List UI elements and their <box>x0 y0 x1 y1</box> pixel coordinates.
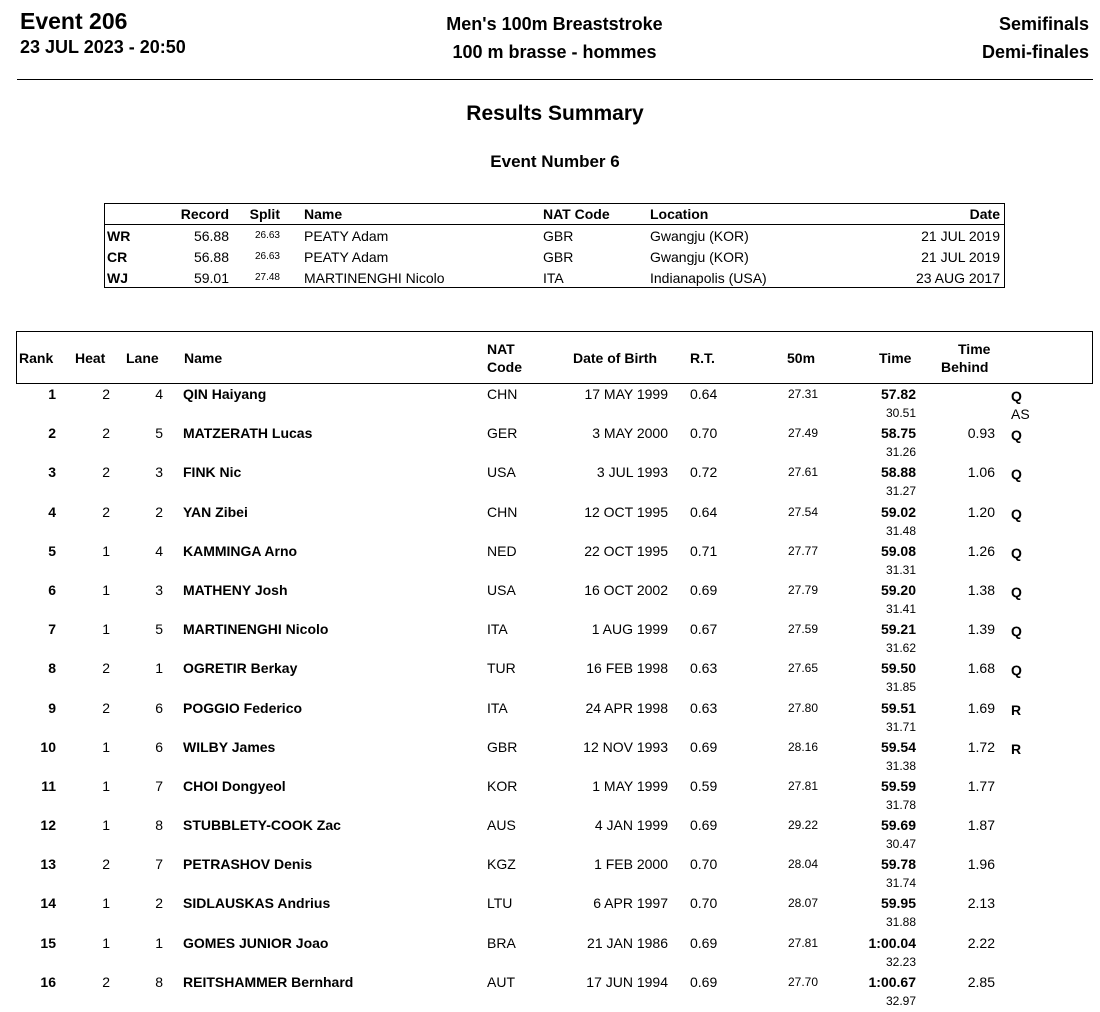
split-100m: 31.27 <box>885 484 916 499</box>
rank-cell: 6 <box>48 581 56 598</box>
records-header-row <box>105 204 1004 225</box>
split-100m: 31.74 <box>885 876 916 891</box>
final-time: 59.59 <box>880 777 916 794</box>
reaction-time: 0.69 <box>690 581 718 598</box>
time-behind: 1.96 <box>967 856 995 873</box>
rank-cell: 2 <box>48 425 56 442</box>
athlete-name: KAMMINGA Arno <box>183 542 298 559</box>
date-of-birth: 21 JAN 1986 <box>587 934 668 951</box>
heat-cell: 1 <box>102 895 110 912</box>
rank-cell: 14 <box>40 895 56 912</box>
time-behind: 2.85 <box>967 973 995 990</box>
heat-cell: 1 <box>102 621 110 638</box>
split-100m: 32.23 <box>885 954 916 969</box>
record-row <box>105 267 1004 288</box>
event-title <box>20 10 1089 66</box>
time-behind: 1.20 <box>967 503 995 520</box>
time-behind: 1.39 <box>967 621 995 638</box>
nat-code: ITA <box>487 699 508 716</box>
athlete-name: PETRASHOV Denis <box>183 856 313 873</box>
table-row <box>0 503 1100 542</box>
col-behind-header-1: Time <box>958 341 991 357</box>
col-50m-header: 50m <box>787 350 816 366</box>
event-datetime: 23 JUL 2023 - 20:50 <box>20 37 186 57</box>
qualification-mark: Q <box>1011 544 1022 561</box>
rank-cell: 12 <box>40 817 56 834</box>
date-of-birth: 3 MAY 2000 <box>592 425 668 442</box>
heat-cell: 1 <box>102 777 110 794</box>
reaction-time: 0.64 <box>690 503 718 520</box>
split-50m: 29.22 <box>787 818 818 833</box>
time-behind: 1.06 <box>967 464 995 481</box>
col-nat-header-2: Code <box>487 359 522 375</box>
rank-cell: 3 <box>48 464 56 481</box>
heat-cell: 1 <box>102 581 110 598</box>
nat-code: AUT <box>487 973 515 990</box>
qualification-mark: Q <box>1011 662 1022 679</box>
reaction-time: 0.70 <box>690 856 718 873</box>
col-name-header: Name <box>184 350 223 366</box>
table-row <box>0 463 1100 502</box>
table-row <box>0 620 1100 659</box>
split-50m: 27.79 <box>787 582 818 597</box>
nat-code: USA <box>487 464 516 481</box>
event-phase <box>982 10 1089 66</box>
split-100m: 31.38 <box>885 758 916 773</box>
heat-cell: 2 <box>102 699 110 716</box>
reaction-time: 0.72 <box>690 464 718 481</box>
date-of-birth: 4 JAN 1999 <box>594 817 668 834</box>
split-50m: 27.31 <box>787 387 818 401</box>
lane-cell: 2 <box>155 503 163 520</box>
heat-cell: 1 <box>102 817 110 834</box>
page-subtitle: Event Number 6 <box>490 152 620 171</box>
qualification-mark: Q <box>1011 427 1022 444</box>
table-row <box>0 385 1100 424</box>
reaction-time: 0.59 <box>690 777 718 794</box>
header-divider <box>17 79 1093 80</box>
record-row <box>105 246 1004 267</box>
nat-code: TUR <box>487 660 516 677</box>
rank-cell: 15 <box>40 934 56 951</box>
event-code: Event 206 <box>20 8 128 34</box>
record-split: 26.63 <box>254 251 280 262</box>
record-nat: ITA <box>543 269 564 286</box>
final-time: 59.54 <box>880 738 916 755</box>
reaction-time: 0.70 <box>690 425 718 442</box>
final-time: 58.75 <box>880 425 916 442</box>
rank-cell: 11 <box>41 777 56 794</box>
qualification-mark: Q <box>1011 583 1022 600</box>
split-50m: 27.77 <box>787 543 818 558</box>
record-date: 23 AUG 2017 <box>915 269 1000 286</box>
split-100m: 31.78 <box>885 797 916 812</box>
col-nat-header-1: NAT <box>487 341 515 357</box>
reaction-time: 0.69 <box>690 973 718 990</box>
lane-cell: 6 <box>155 699 163 716</box>
reaction-time: 0.71 <box>690 542 718 559</box>
record-time: 56.88 <box>193 248 229 265</box>
split-50m: 27.61 <box>787 465 818 480</box>
date-of-birth: 12 OCT 1995 <box>584 503 668 520</box>
nat-code: LTU <box>487 895 513 912</box>
final-time: 59.21 <box>880 621 916 638</box>
records-header-nat: NAT Code <box>543 204 650 225</box>
nat-code: AUS <box>487 817 516 834</box>
reaction-time: 0.63 <box>690 699 718 716</box>
date-of-birth: 1 MAY 1999 <box>592 777 668 794</box>
col-rt-header: R.T. <box>690 350 715 366</box>
lane-cell: 8 <box>155 973 163 990</box>
reaction-time: 0.67 <box>690 621 718 638</box>
record-time: 59.01 <box>193 269 229 286</box>
record-name: PEATY Adam <box>304 227 389 244</box>
final-time: 59.20 <box>880 581 916 598</box>
rank-cell: 16 <box>40 973 56 990</box>
table-row <box>0 855 1100 894</box>
date-of-birth: 1 AUG 1999 <box>591 621 668 638</box>
lane-cell: 1 <box>155 660 163 677</box>
time-behind: 0.93 <box>967 425 995 442</box>
athlete-name: MARTINENGHI Nicolo <box>183 621 329 638</box>
split-50m: 27.80 <box>787 700 818 715</box>
records-header-split: Split <box>229 204 286 225</box>
reaction-time: 0.70 <box>690 895 718 912</box>
split-100m: 31.26 <box>885 445 916 460</box>
nat-code: GBR <box>487 738 518 755</box>
table-row <box>0 581 1100 620</box>
athlete-name: POGGIO Federico <box>183 699 303 716</box>
record-nat: GBR <box>543 227 574 244</box>
rank-cell: 5 <box>48 542 56 559</box>
time-behind: 1.68 <box>967 660 995 677</box>
record-name: MARTINENGHI Nicolo <box>304 269 445 286</box>
rank-cell: 1 <box>48 386 56 402</box>
lane-cell: 4 <box>155 386 163 402</box>
time-behind: 1.77 <box>967 777 995 794</box>
records-header-record: Record <box>145 204 229 225</box>
athlete-name: SIDLAUSKAS Andrius <box>183 895 331 912</box>
event-title-en: Men's 100m Breaststroke <box>446 14 663 34</box>
reaction-time: 0.63 <box>690 660 718 677</box>
split-100m: 31.31 <box>885 562 916 577</box>
table-row <box>0 816 1100 855</box>
col-heat-header: Heat <box>75 350 106 366</box>
split-50m: 27.65 <box>787 661 818 676</box>
final-time: 59.69 <box>880 817 916 834</box>
lane-cell: 5 <box>155 425 163 442</box>
split-100m: 30.51 <box>885 406 916 420</box>
split-100m: 31.85 <box>885 680 916 695</box>
split-50m: 28.16 <box>787 739 818 754</box>
athlete-name: REITSHAMMER Bernhard <box>183 973 354 990</box>
records-table <box>104 203 1005 288</box>
split-100m: 31.48 <box>885 523 916 538</box>
date-of-birth: 16 OCT 2002 <box>584 581 668 598</box>
nat-code: NED <box>487 542 517 559</box>
qualification-mark: Q <box>1011 388 1022 404</box>
time-behind: 1.69 <box>967 699 995 716</box>
qualification-mark: Q <box>1011 505 1022 522</box>
table-row <box>0 542 1100 581</box>
results-header <box>16 331 1093 384</box>
split-50m: 27.49 <box>787 426 818 441</box>
heat-cell: 2 <box>102 425 110 442</box>
final-time: 59.02 <box>880 503 916 520</box>
table-row <box>0 973 1100 1012</box>
rank-cell: 9 <box>48 699 56 716</box>
record-location: Gwangju (KOR) <box>650 227 749 244</box>
athlete-name: QIN Haiyang <box>183 386 267 402</box>
nat-code: USA <box>487 581 516 598</box>
split-100m: 31.62 <box>885 641 916 656</box>
final-time: 59.51 <box>880 699 916 716</box>
page-header <box>20 8 1089 62</box>
reaction-time: 0.69 <box>690 817 718 834</box>
col-behind-header-2: Behind <box>941 359 989 375</box>
lane-cell: 8 <box>155 817 163 834</box>
final-time: 1:00.67 <box>868 973 916 990</box>
time-behind: 1.38 <box>967 581 995 598</box>
table-row <box>0 894 1100 933</box>
table-row <box>0 424 1100 463</box>
final-time: 59.08 <box>880 542 916 559</box>
time-behind: 1.87 <box>967 817 995 834</box>
split-100m: 31.71 <box>885 719 916 734</box>
page-title: Results Summary <box>466 102 644 125</box>
table-row <box>0 934 1100 973</box>
col-rank-header: Rank <box>19 350 54 366</box>
col-time-header: Time <box>879 350 912 366</box>
date-of-birth: 1 FEB 2000 <box>594 856 668 873</box>
record-nat: GBR <box>543 248 574 265</box>
qualification-mark: R <box>1011 740 1022 757</box>
lane-cell: 5 <box>155 621 163 638</box>
athlete-name: WILBY James <box>183 738 276 755</box>
date-of-birth: 16 FEB 1998 <box>586 660 668 677</box>
nat-code: BRA <box>487 934 516 951</box>
record-row <box>105 225 1004 247</box>
table-row <box>0 659 1100 698</box>
phase-en: Semifinals <box>998 14 1089 34</box>
heat-cell: 1 <box>102 934 110 951</box>
records-header-name: Name <box>286 204 543 225</box>
date-of-birth: 17 JUN 1994 <box>586 973 668 990</box>
phase-fr: Demi-finales <box>981 42 1089 62</box>
rank-cell: 7 <box>48 621 56 638</box>
heat-cell: 1 <box>102 738 110 755</box>
results-table <box>0 385 1100 1012</box>
lane-cell: 1 <box>155 934 163 951</box>
rank-cell: 10 <box>40 738 56 755</box>
rank-cell: 13 <box>40 856 56 873</box>
event-title-fr: 100 m brasse - hommes <box>452 42 657 62</box>
athlete-name: OGRETIR Berkay <box>183 660 298 677</box>
col-dob-header: Date of Birth <box>573 350 657 366</box>
lane-cell: 2 <box>155 895 163 912</box>
nat-code: CHN <box>487 503 518 520</box>
final-time: 57.82 <box>880 386 916 402</box>
lane-cell: 3 <box>155 464 163 481</box>
athlete-name: MATHENY Josh <box>183 581 288 598</box>
records-header-date: Date <box>830 204 1004 225</box>
record-time: 56.88 <box>193 227 229 244</box>
qualification-mark: Q <box>1011 466 1022 483</box>
final-time: 1:00.04 <box>868 934 916 951</box>
heat-cell: 2 <box>102 856 110 873</box>
record-date: 21 JUL 2019 <box>921 248 1000 265</box>
heat-cell: 2 <box>102 464 110 481</box>
nat-code: CHN <box>487 386 518 402</box>
date-of-birth: 17 MAY 1999 <box>584 386 668 402</box>
nat-code: ITA <box>487 621 508 638</box>
date-of-birth: 24 APR 1998 <box>585 699 668 716</box>
time-behind: 1.26 <box>967 542 995 559</box>
date-of-birth: 6 APR 1997 <box>593 895 668 912</box>
final-time: 59.78 <box>880 856 916 873</box>
qualification-note: AS <box>1011 406 1030 422</box>
table-row <box>0 777 1100 816</box>
heat-cell: 2 <box>102 386 110 402</box>
lane-cell: 6 <box>155 738 163 755</box>
split-100m: 30.47 <box>885 837 916 852</box>
reaction-time: 0.69 <box>690 738 718 755</box>
record-location: Gwangju (KOR) <box>650 248 749 265</box>
records-header-type <box>105 204 145 225</box>
heat-cell: 2 <box>102 660 110 677</box>
heat-cell: 2 <box>102 503 110 520</box>
date-of-birth: 22 OCT 1995 <box>584 542 668 559</box>
qualification-mark: R <box>1011 701 1022 718</box>
qualification-mark: Q <box>1011 623 1022 640</box>
records-header-location: Location <box>650 204 830 225</box>
final-time: 58.88 <box>880 464 916 481</box>
split-100m: 32.97 <box>885 993 916 1008</box>
split-50m: 28.07 <box>787 896 818 911</box>
record-type: WJ <box>107 269 128 286</box>
col-lane-header: Lane <box>126 350 159 366</box>
athlete-name: MATZERATH Lucas <box>183 425 313 442</box>
split-100m: 31.41 <box>885 601 916 616</box>
table-row <box>0 738 1100 777</box>
nat-code: GER <box>487 425 518 442</box>
nat-code: KOR <box>487 777 518 794</box>
time-behind: 2.13 <box>967 895 995 912</box>
heat-cell: 1 <box>102 542 110 559</box>
rank-cell: 8 <box>48 660 56 677</box>
split-100m: 31.88 <box>885 915 916 930</box>
date-of-birth: 3 JUL 1993 <box>596 464 668 481</box>
lane-cell: 3 <box>155 581 163 598</box>
athlete-name: GOMES JUNIOR Joao <box>183 934 329 951</box>
split-50m: 28.04 <box>787 857 818 872</box>
split-50m: 27.81 <box>787 935 818 950</box>
nat-code: KGZ <box>487 856 516 873</box>
record-type: WR <box>107 227 131 244</box>
athlete-name: FINK Nic <box>183 464 242 481</box>
athlete-name: STUBBLETY-COOK Zac <box>183 817 341 834</box>
final-time: 59.95 <box>880 895 916 912</box>
lane-cell: 7 <box>155 777 163 794</box>
split-50m: 27.59 <box>787 622 818 637</box>
record-type: CR <box>107 248 128 265</box>
record-split: 26.63 <box>254 230 280 241</box>
lane-cell: 4 <box>155 542 163 559</box>
time-behind: 1.72 <box>967 738 995 755</box>
split-50m: 27.54 <box>787 504 818 519</box>
table-row <box>0 699 1100 738</box>
time-behind: 2.22 <box>967 934 995 951</box>
split-50m: 27.81 <box>787 778 818 793</box>
final-time: 59.50 <box>880 660 916 677</box>
lane-cell: 7 <box>155 856 163 873</box>
record-name: PEATY Adam <box>304 248 389 265</box>
athlete-name: CHOI Dongyeol <box>183 777 286 794</box>
reaction-time: 0.69 <box>690 934 718 951</box>
record-date: 21 JUL 2019 <box>921 227 1000 244</box>
split-50m: 27.70 <box>787 974 818 989</box>
date-of-birth: 12 NOV 1993 <box>583 738 668 755</box>
record-location: Indianapolis (USA) <box>650 269 767 286</box>
athlete-name: YAN Zibei <box>183 503 248 520</box>
reaction-time: 0.64 <box>690 386 718 402</box>
record-split: 27.48 <box>254 272 280 283</box>
rank-cell: 4 <box>48 503 56 520</box>
heat-cell: 2 <box>102 973 110 990</box>
